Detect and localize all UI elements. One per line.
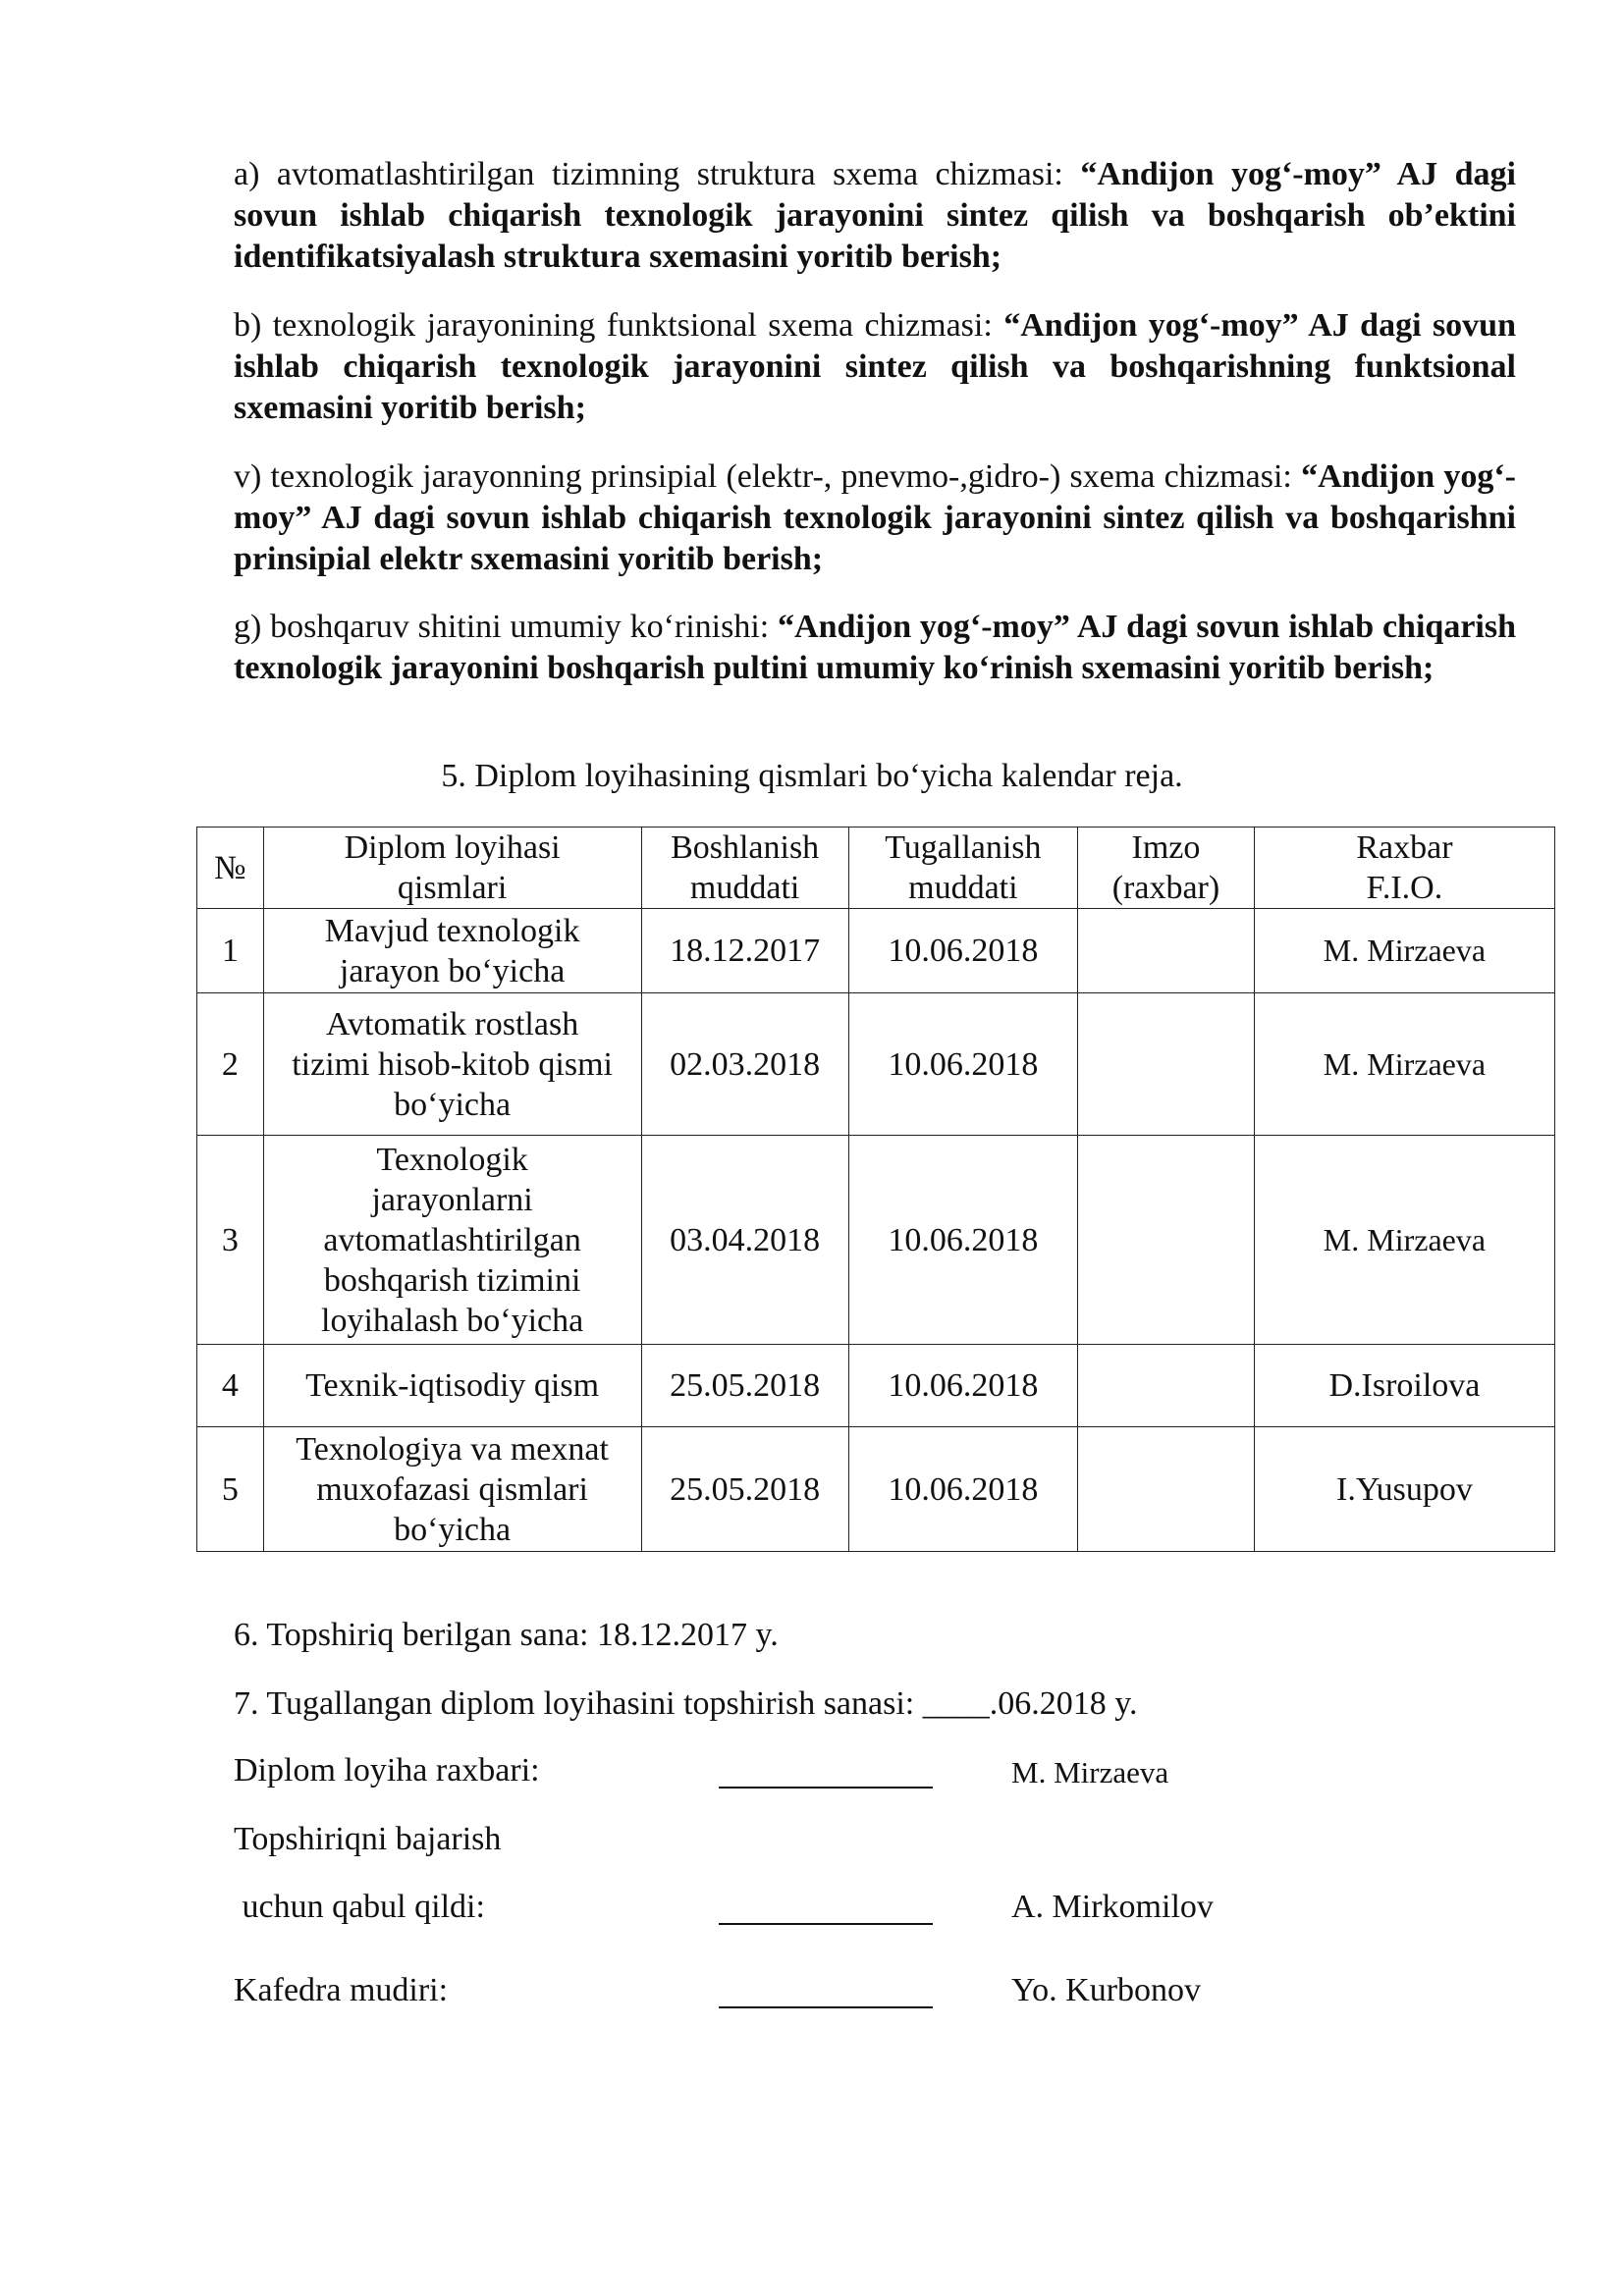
header-part [263,828,641,909]
paragraph-v-bold: “Andijon yog‘-moy” AJ dagi sovun ishlab chiqarish texnologik jarayonini sintez qilish va boshqarishni prinsipial elektr sxemasini yoritib berish; [234,458,1517,577]
header-start [641,828,848,909]
paragraph-v [234,456,1516,580]
row-number: 3 [197,1136,264,1345]
row-part-line: Texnologiya va mexnat [296,1430,609,1468]
row-part-line: bo‘yicha [394,1086,512,1123]
row-part-line: Avtomatik rostlash [326,1005,579,1042]
accepted-name: A. Mirkomilov [1011,1889,1214,1925]
chair-name: Yo. Kurbonov [1011,1972,1202,2008]
paragraph-a-bold: “Andijon yog‘-moy” AJ dagi sovun ishlab chiqarish texnologik jarayonini sintez qilish va boshqarish ob’ektini identifikatsiyalash struktura sxemasini yoritib berish; [234,156,1516,275]
accepted-label-line1: Topshiriqni bajarish [234,1821,502,1857]
row-supervisor: M. Mirzaeva [1254,909,1554,993]
paragraph-b-prefix: b) texnologik jarayonining funktsional sxema chizmasi: [234,307,1004,344]
submission-date-line: 7. Tugallangan diplom loyihasini topshirish sanasi: ____.06.2018 y. [234,1685,1138,1722]
row-signature [1078,909,1255,993]
row-part [263,1136,641,1345]
header-part-line2: qismlari [397,870,508,906]
paragraph-a-prefix: a) avtomatlashtirilgan tizimning struktura sxema chizmasi: [234,156,1081,192]
paragraph-v-prefix: v) texnologik jarayonning prinsipial (elektr-, pnevmo-,gidro-) sxema chizmasi: [234,458,1302,495]
chair-signature-line [719,2006,933,2008]
table-row [197,909,1555,993]
row-start-date: 25.05.2018 [641,1427,848,1552]
supervisor-signature-line [719,1787,933,1789]
row-signature [1078,993,1255,1136]
header-head-line2: F.I.O. [1366,870,1443,906]
row-end-date: 10.06.2018 [848,1345,1077,1427]
row-part-line: bo‘yicha [394,1511,512,1548]
row-number: 5 [197,1427,264,1552]
issued-date-line: 6. Topshiriq berilgan sana: 18.12.2017 y. [234,1617,779,1653]
row-number: 2 [197,993,264,1136]
table-row [197,1345,1555,1427]
header-sign-line2: (raxbar) [1111,870,1220,906]
row-start-date: 25.05.2018 [641,1345,848,1427]
header-part-line1: Diplom loyihasi [344,829,561,866]
row-part-line: jarayon bo‘yicha [339,952,566,989]
paragraph-g-prefix: g) boshqaruv shitini umumiy ko‘rinishi: [234,609,779,645]
accepted-label-line2: uchun qabul qildi: [234,1889,485,1925]
table-row [197,1427,1555,1552]
table-row [197,1136,1555,1345]
table-row [197,993,1555,1136]
row-start-date: 18.12.2017 [641,909,848,993]
row-supervisor: M. Mirzaeva [1254,1136,1554,1345]
calendar-header-row [197,828,1555,909]
row-supervisor: D.Isroilova [1254,1345,1554,1427]
header-head [1254,828,1554,909]
calendar-title: 5. Diplom loyihasining qismlari bo‘yicha kalendar reja. [441,758,1183,794]
row-part-line: avtomatlashtirilgan [323,1221,581,1258]
chair-label: Kafedra mudiri: [234,1972,449,2008]
row-end-date: 10.06.2018 [848,1136,1077,1345]
paragraph-g [234,607,1516,689]
header-start-line2: muddati [689,870,800,906]
header-end-line1: Tugallanish [885,829,1042,866]
supervisor-label: Diplom loyiha raxbari: [234,1752,540,1789]
header-end [848,828,1077,909]
row-signature [1078,1345,1255,1427]
row-number: 4 [197,1345,264,1427]
row-part [263,909,641,993]
header-no: № [197,828,264,909]
row-part-line: Texnik-iqtisodiy qism [305,1367,600,1404]
row-part [263,1345,641,1427]
row-end-date: 10.06.2018 [848,993,1077,1136]
header-sign [1078,828,1255,909]
row-end-date: 10.06.2018 [848,1427,1077,1552]
calendar-table [196,827,1555,1552]
paragraph-a [234,154,1516,278]
accepted-signature-line [719,1923,933,1925]
header-sign-line1: Imzo [1131,829,1201,866]
row-end-date: 10.06.2018 [848,909,1077,993]
row-signature [1078,1427,1255,1552]
row-part-line: boshqarish tizimini [323,1261,581,1299]
paragraph-b-bold: “Andijon yog‘-moy” AJ dagi sovun ishlab chiqarish texnologik jarayonini sintez qilish va boshqarishning funktsional sxemasini yoritib berish; [234,307,1516,426]
header-end-line2: muddati [908,870,1018,906]
supervisor-name: M. Mirzaeva [1011,1755,1169,1789]
paragraph-g-bold: “Andijon yog‘-moy” AJ dagi sovun ishlab chiqarish texnologik jarayonini boshqarish pultini umumiy ko‘rinish sxemasini yoritib berish; [234,609,1516,686]
row-part-line: Texnologik [376,1141,528,1178]
header-head-line1: Raxbar [1356,829,1453,866]
header-start-line1: Boshlanish [671,829,820,866]
paragraph-b [234,305,1516,429]
row-part-line: jarayonlarni [371,1181,533,1218]
row-signature [1078,1136,1255,1345]
row-part-line: loyihalash bo‘yicha [321,1302,584,1339]
row-part-line: Mavjud texnologik [324,912,580,949]
row-part-line: muxofazasi qismlari [316,1470,588,1508]
row-part-line: tizimi hisob-kitob qismi [292,1045,614,1083]
row-start-date: 02.03.2018 [641,993,848,1136]
row-supervisor: I.Yusupov [1254,1427,1554,1552]
row-part [263,1427,641,1552]
row-part [263,993,641,1136]
row-number: 1 [197,909,264,993]
row-supervisor: M. Mirzaeva [1254,993,1554,1136]
row-start-date: 03.04.2018 [641,1136,848,1345]
